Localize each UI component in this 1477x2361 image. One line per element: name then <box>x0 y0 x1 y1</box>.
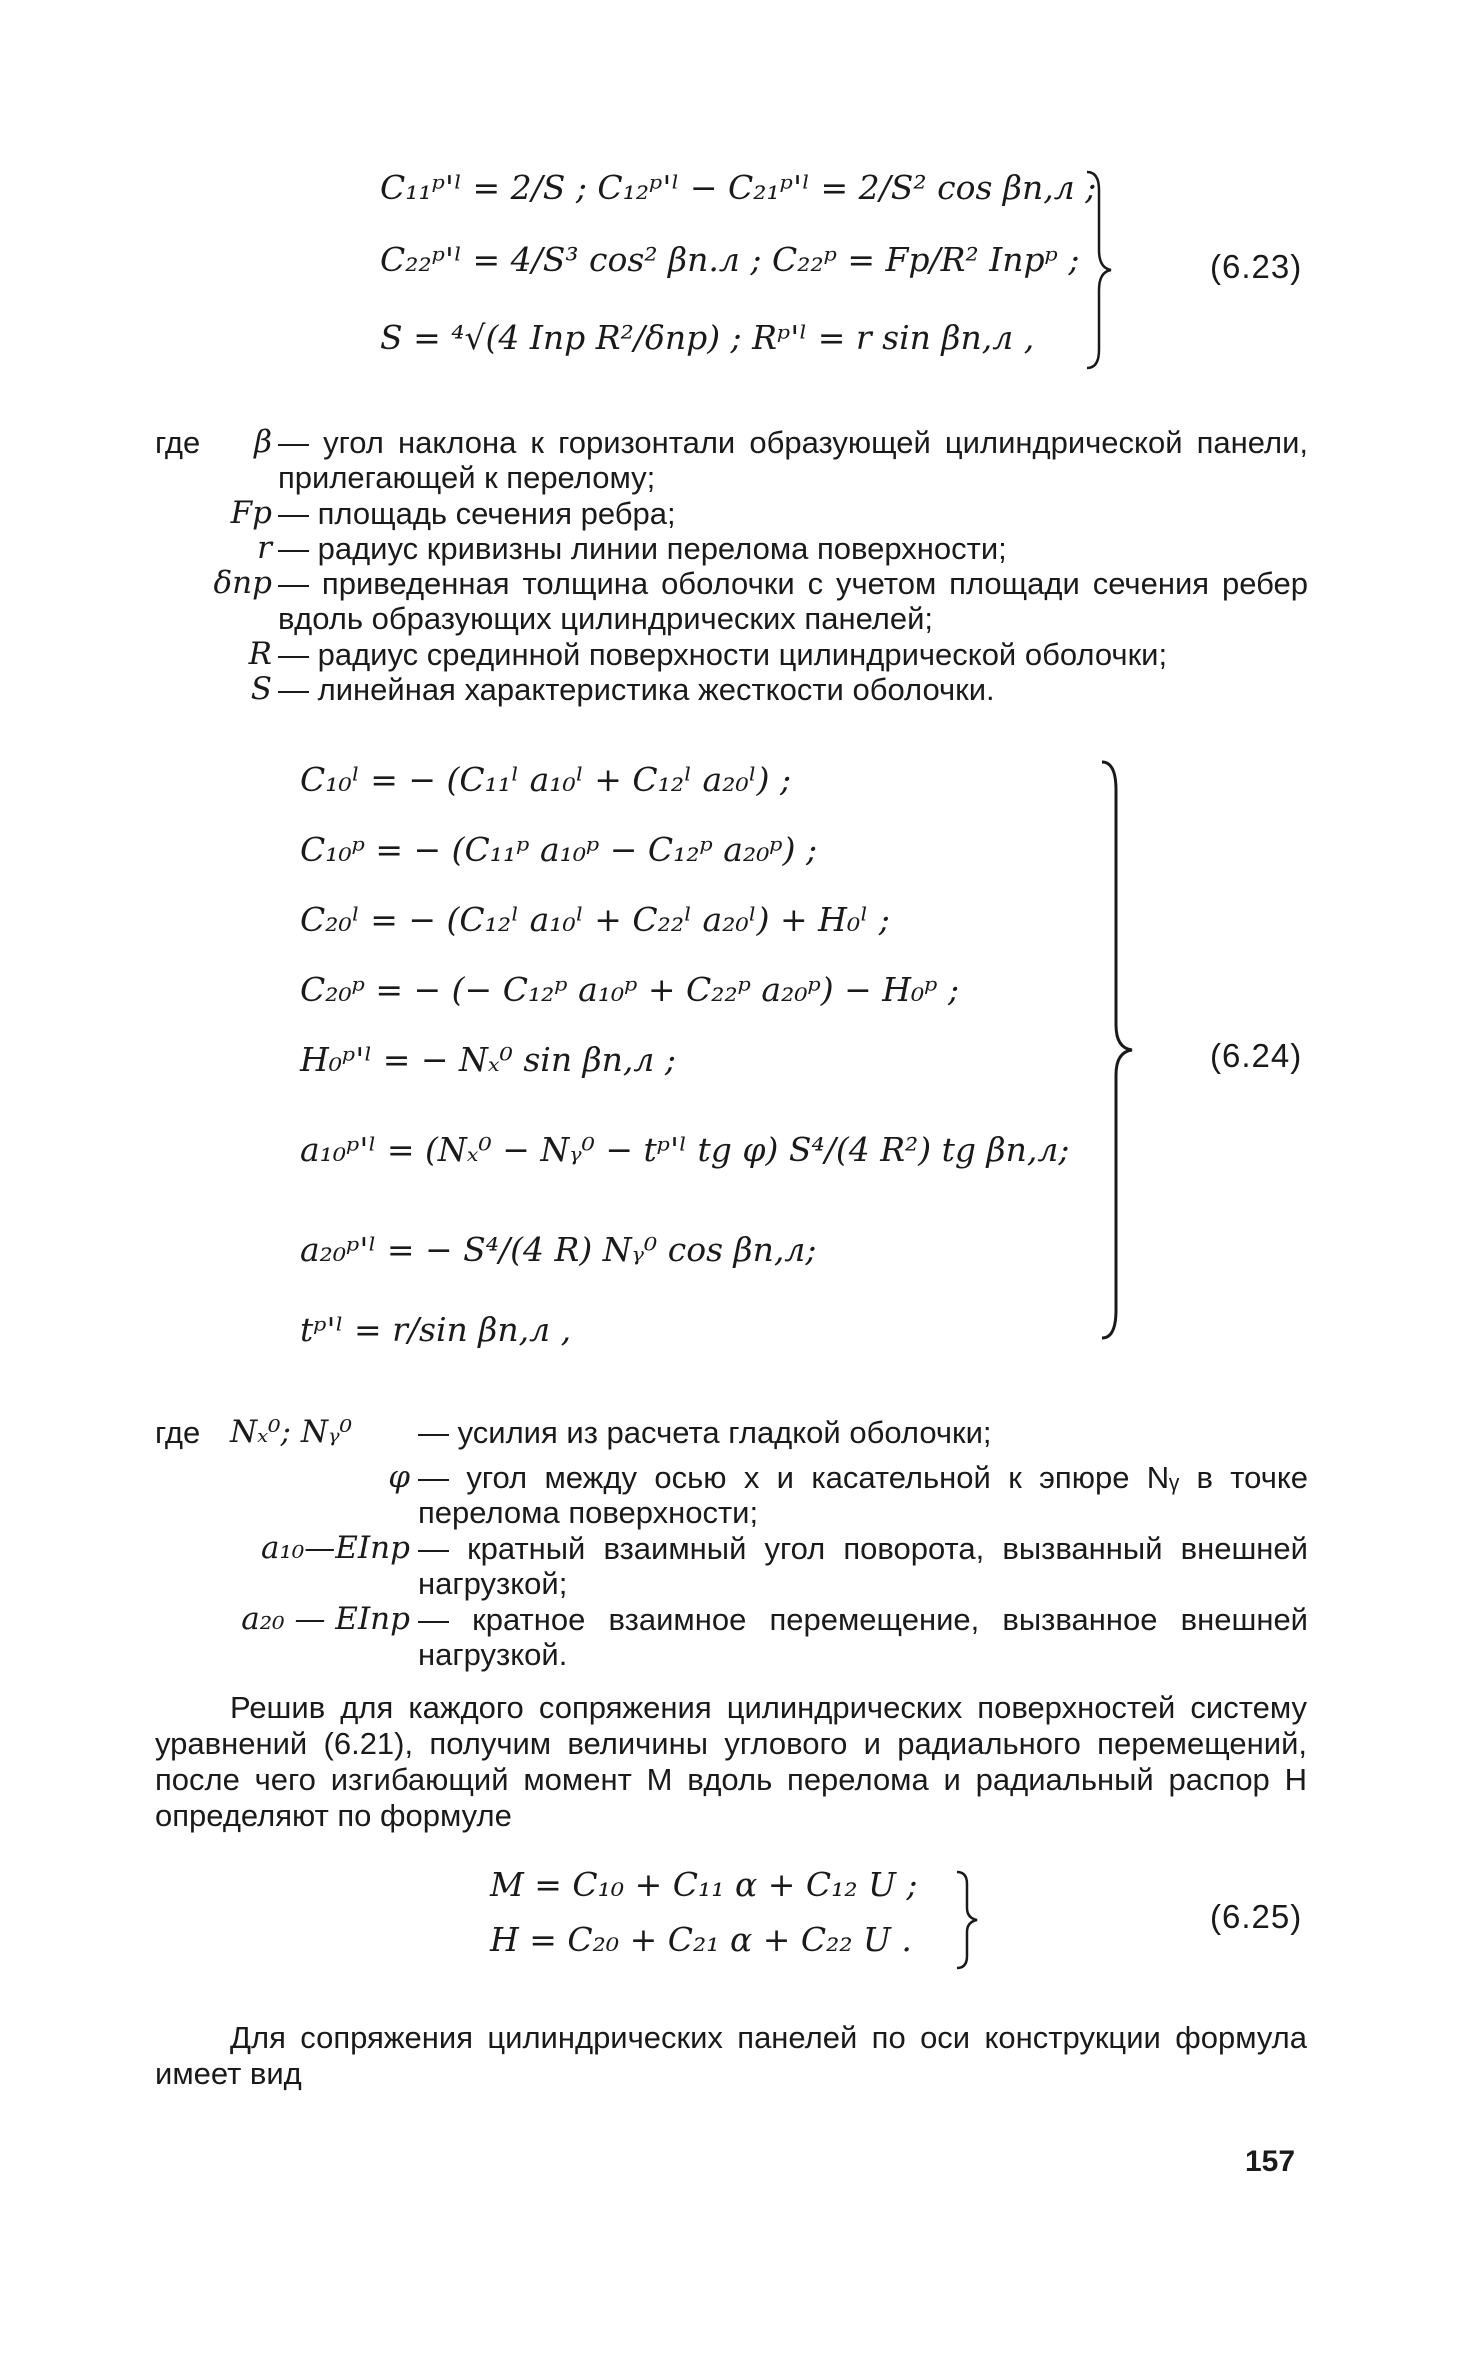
definition-term: a₁₀—EIпр <box>260 1530 410 1566</box>
definition-term: Nₓ⁰; Nᵧ⁰ <box>230 1414 353 1450</box>
equation-number: (6.24) <box>1210 1037 1303 1074</box>
right-brace-icon <box>955 1870 981 1970</box>
definition-text: — угол наклона к горизонтали образующей цилиндрической панели, прилегающей к перелому; <box>278 425 1308 495</box>
definition-text: — радиус срединной поверхности цилиндрической оболочки; <box>278 637 1168 672</box>
definition-term: a₂₀ — EIпр <box>241 1601 410 1637</box>
definition-text: — угол между осью x и касательной к эпюре Nᵧ в точке перелома поверхности; <box>418 1460 1308 1530</box>
equation-number: (6.23) <box>1210 248 1303 285</box>
page-number: 157 <box>1245 2145 1296 2178</box>
equation-line: C₂₀ˡ = − (C₁₂ˡ a₁₀ˡ + C₂₂ˡ a₂₀ˡ) + H₀ˡ ; <box>300 900 890 939</box>
equation-line: C₁₀ᵖ = − (C₁₁ᵖ a₁₀ᵖ − C₁₂ᵖ a₂₀ᵖ) ; <box>300 830 818 869</box>
definition-term: R <box>248 636 272 672</box>
definition-term: Fр <box>230 495 272 531</box>
right-brace-icon <box>1100 760 1140 1340</box>
body-paragraph: Для сопряжения цилиндрических панелей по оси конструкции формула имеет вид <box>155 2020 1307 2091</box>
definition-text: — усилия из расчета гладкой оболочки; <box>418 1415 992 1450</box>
definitions-lead: где <box>155 1415 201 1450</box>
definition-text: — радиус кривизны линии перелома поверхности; <box>278 531 1007 566</box>
definition-term: φ <box>388 1459 410 1495</box>
equation-line: C₁₀ˡ = − (C₁₁ˡ a₁₀ˡ + C₁₂ˡ a₂₀ˡ) ; <box>300 760 792 799</box>
body-paragraph: Решив для каждого сопряжения цилиндрических поверхностей систему уравнений (6.21), получим величины углового и радиального перемещений, после чего изгибающий момент M вдоль перелома и радиальный распор H определяют по формуле <box>155 1690 1307 1833</box>
definition-text: — кратное взаимное перемещение, вызванное внешней нагрузкой. <box>418 1602 1308 1672</box>
equation-line: H₀ᵖ'ˡ = − Nₓ⁰ sin βп,л ; <box>300 1040 677 1079</box>
equation-line: C₁₁ᵖ'ˡ = 2/S ; C₁₂ᵖ'ˡ − C₂₁ᵖ'ˡ = 2/S² cos βп,л ; <box>380 168 1097 207</box>
equation-line: a₁₀ᵖ'ˡ = (Nₓ⁰ − Nᵧ⁰ − tᵖ'ˡ tg φ) S⁴/(4 R²) tg βп,л; <box>300 1130 1070 1169</box>
definition-term: δпр <box>213 565 272 601</box>
definition-term: S <box>250 671 272 707</box>
equation-line: a₂₀ᵖ'ˡ = − S⁴/(4 R) Nᵧ⁰ cos βп,л; <box>300 1230 817 1269</box>
right-brace-icon <box>1085 170 1115 370</box>
equation-number: (6.25) <box>1210 1898 1303 1935</box>
equation-line: C₂₀ᵖ = − (− C₁₂ᵖ a₁₀ᵖ + C₂₂ᵖ a₂₀ᵖ) − H₀ᵖ ; <box>300 970 960 1009</box>
equation-line: S = ⁴√(4 Iпр R²/δпр) ; Rᵖ'ˡ = r sin βп,л , <box>380 318 1035 357</box>
equation-line: C₂₂ᵖ'ˡ = 4/S³ cos² βп.л ; C₂₂ᵖ = Fр/R² Iпрᵖ ; <box>380 240 1080 279</box>
definition-text: — линейная характеристика жесткости оболочки. <box>278 672 995 707</box>
definition-text: — площадь сечения ребра; <box>278 496 676 531</box>
definition-text: — приведенная толщина оболочки с учетом площади сечения ребер вдоль образующих цилиндрических панелей; <box>278 566 1308 636</box>
definition-term: β <box>254 424 272 460</box>
definition-term: r <box>257 530 272 566</box>
definition-text: — кратный взаимный угол поворота, вызванный внешней нагрузкой; <box>418 1531 1308 1601</box>
equation-line: M = C₁₀ + C₁₁ α + C₁₂ U ; <box>490 1865 918 1904</box>
equation-line: tᵖ'ˡ = r/sin βп,л , <box>300 1310 572 1349</box>
equation-line: H = C₂₀ + C₂₁ α + C₂₂ U . <box>490 1920 912 1959</box>
definitions-lead: где <box>155 425 201 460</box>
